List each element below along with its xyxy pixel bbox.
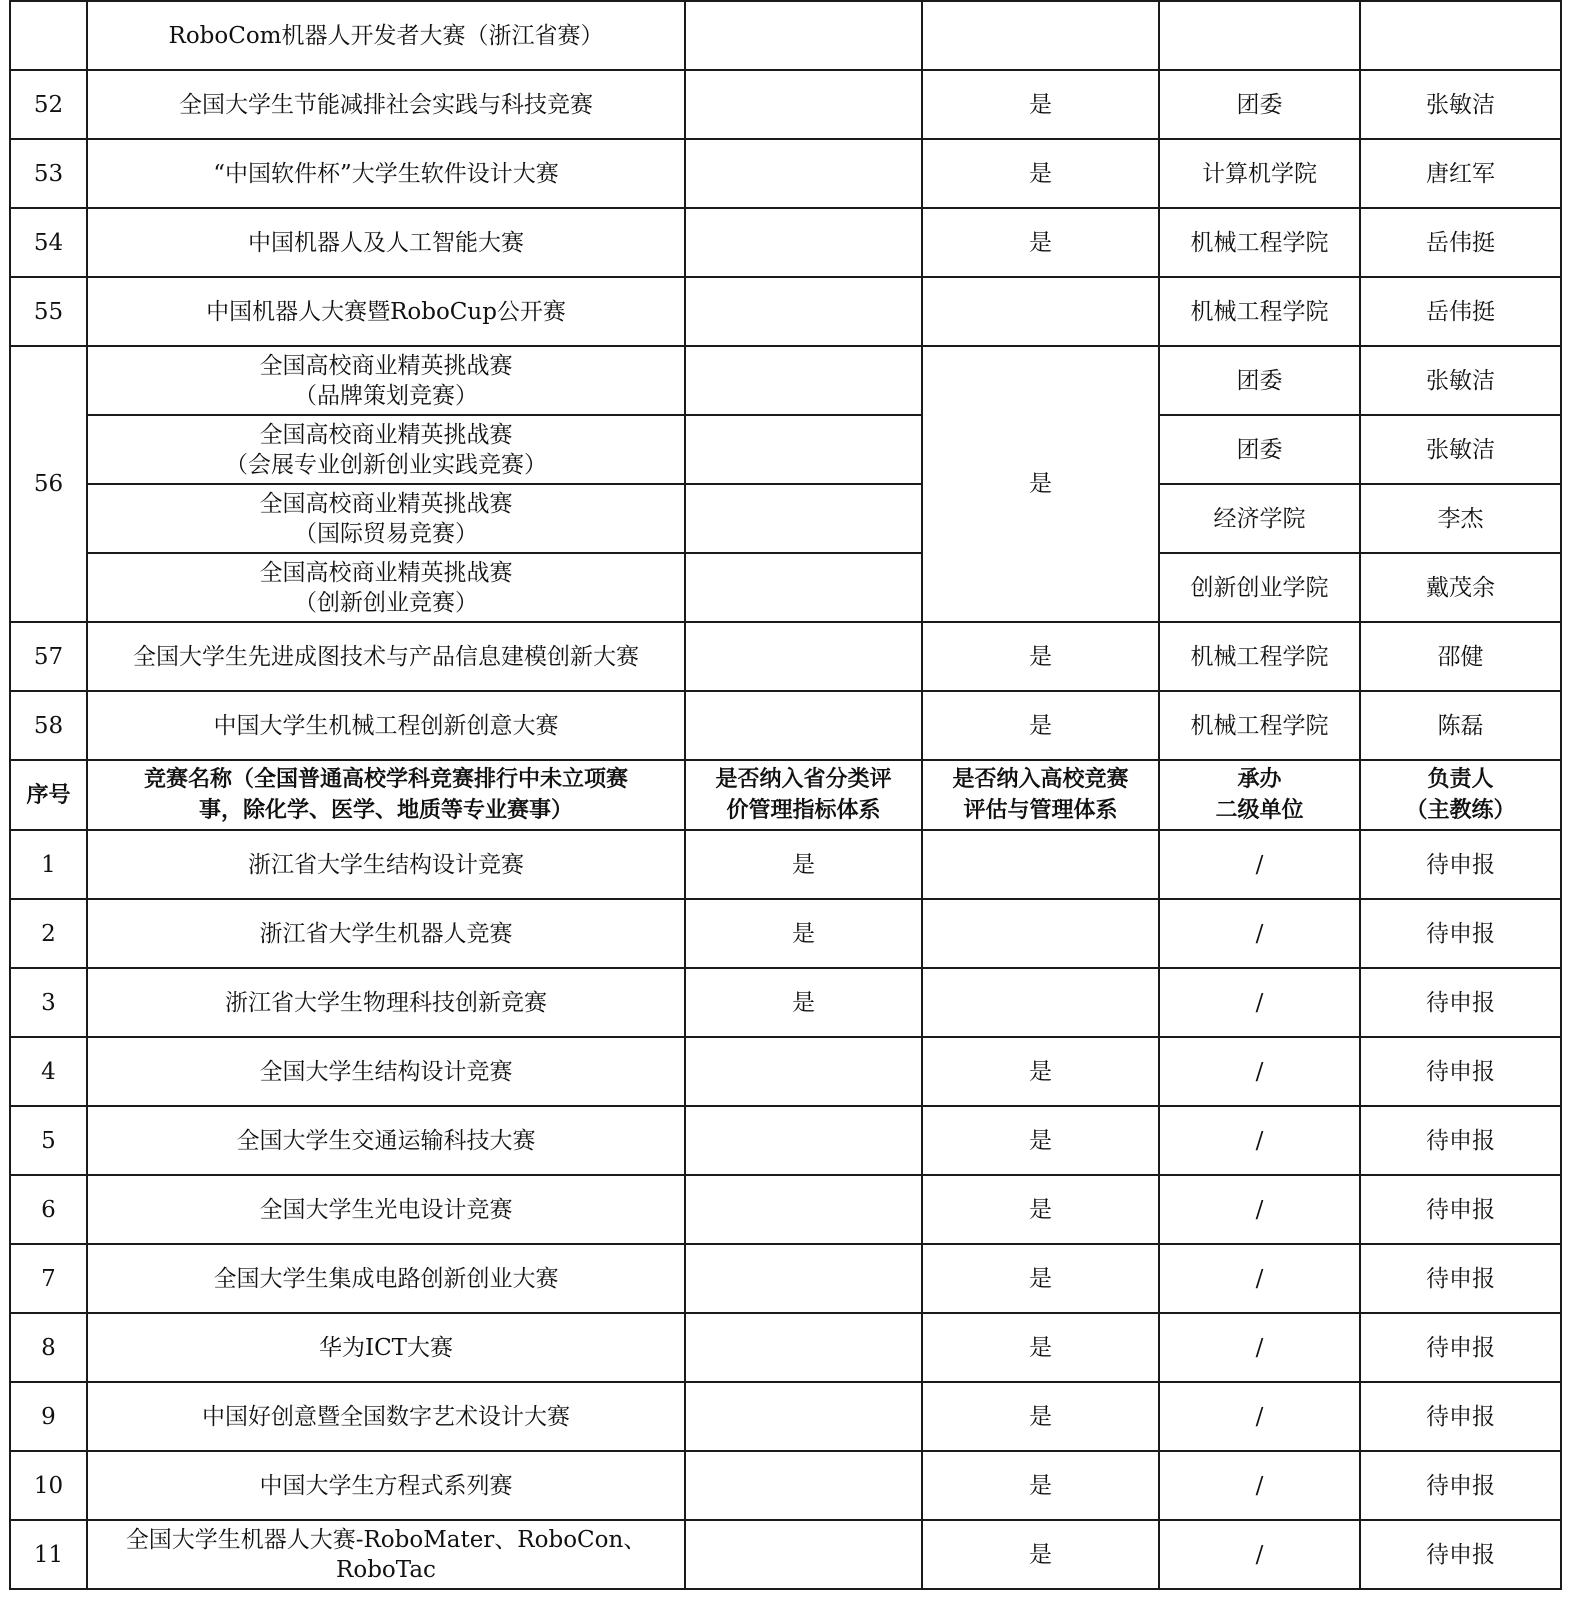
cell-unit: / (1159, 1520, 1360, 1589)
cell-province (685, 1451, 922, 1520)
table-row (10, 208, 1561, 277)
cell-province (685, 1244, 922, 1313)
table-row (10, 139, 1561, 208)
header-name-line2: 事，除化学、医学、地质等专业赛事） (198, 797, 573, 823)
cell-univ: 是 (922, 1175, 1159, 1244)
cell-unit: / (1159, 1106, 1360, 1175)
cell-num: 5 (10, 1106, 87, 1175)
cell-province: 是 (685, 830, 922, 899)
cell-person: 张敏洁 (1360, 70, 1561, 139)
cell-name: 中国大学生机械工程创新创意大赛 (87, 691, 685, 760)
cell-univ: 是 (922, 1106, 1159, 1175)
table-row (10, 484, 1561, 553)
cell-num: 9 (10, 1382, 87, 1451)
cell-name: 浙江省大学生物理科技创新竞赛 (87, 968, 685, 1037)
table-row (10, 553, 1561, 622)
cell-province (685, 208, 922, 277)
cell-person: 待申报 (1360, 1106, 1561, 1175)
header-province-line2: 价管理指标体系 (726, 797, 881, 823)
cell-name (87, 553, 685, 622)
header-name (87, 760, 685, 830)
cell-univ: 是 (922, 1520, 1159, 1589)
cell-name: 浙江省大学生结构设计竞赛 (87, 830, 685, 899)
cell-person: 陈磊 (1360, 691, 1561, 760)
cell-province (685, 1382, 922, 1451)
cell-province (685, 622, 922, 691)
table-row (10, 1175, 1561, 1244)
cell-num: 2 (10, 899, 87, 968)
name-line2: （创新创业竞赛） (294, 589, 478, 616)
table-header-row (10, 760, 1561, 830)
table-row (10, 830, 1561, 899)
cell-person: 张敏洁 (1360, 415, 1561, 484)
table-row (10, 1, 1561, 70)
header-univ-line2: 评估与管理体系 (963, 797, 1118, 823)
cell-province (685, 1520, 922, 1589)
cell-person: 李杰 (1360, 484, 1561, 553)
table-row (10, 691, 1561, 760)
cell-num: 7 (10, 1244, 87, 1313)
cell-person: 戴茂余 (1360, 553, 1561, 622)
cell-num: 55 (10, 277, 87, 346)
cell-person: 唐红军 (1360, 139, 1561, 208)
table-row (10, 1244, 1561, 1313)
cell-name: 全国大学生先进成图技术与产品信息建模创新大赛 (87, 622, 685, 691)
cell-univ: 是 (922, 622, 1159, 691)
cell-name: 全国大学生光电设计竞赛 (87, 1175, 685, 1244)
cell-province (685, 553, 922, 622)
table-row (10, 622, 1561, 691)
cell-num: 11 (10, 1520, 87, 1589)
cell-num: 57 (10, 622, 87, 691)
cell-univ (922, 968, 1159, 1037)
cell-unit: 计算机学院 (1159, 139, 1360, 208)
name-line1: 全国高校商业精英挑战赛 (259, 352, 513, 379)
name-line2: RoboTac (336, 1556, 436, 1583)
cell-univ: 是 (922, 70, 1159, 139)
cell-univ: 是 (922, 208, 1159, 277)
cell-unit: / (1159, 830, 1360, 899)
name-line2: （品牌策划竞赛） (294, 382, 478, 409)
cell-person: 待申报 (1360, 968, 1561, 1037)
cell-unit: 机械工程学院 (1159, 691, 1360, 760)
header-num: 序号 (10, 760, 87, 830)
cell-name: 中国好创意暨全国数字艺术设计大赛 (87, 1382, 685, 1451)
cell-person: 岳伟挺 (1360, 208, 1561, 277)
cell-name: “中国软件杯”大学生软件设计大赛 (87, 139, 685, 208)
cell-person: 张敏洁 (1360, 346, 1561, 415)
header-person-line2: （主教练） (1405, 797, 1516, 823)
table-row (10, 1382, 1561, 1451)
cell-person: 待申报 (1360, 1520, 1561, 1589)
cell-num: 10 (10, 1451, 87, 1520)
header-province-line1: 是否纳入省分类评 (715, 766, 892, 792)
cell-province (685, 691, 922, 760)
cell-univ: 是 (922, 346, 1159, 622)
cell-person: 邵健 (1360, 622, 1561, 691)
cell-unit: / (1159, 1175, 1360, 1244)
cell-person: 待申报 (1360, 1175, 1561, 1244)
header-unit-line1: 承办 (1237, 766, 1282, 792)
cell-person: 岳伟挺 (1360, 277, 1561, 346)
cell-univ: 是 (922, 1037, 1159, 1106)
cell-name (87, 1520, 685, 1589)
cell-unit: / (1159, 968, 1360, 1037)
cell-province (685, 1175, 922, 1244)
cell-province (685, 1037, 922, 1106)
cell-univ: 是 (922, 1451, 1159, 1520)
header-univ (922, 760, 1159, 830)
cell-unit (1159, 1, 1360, 70)
name-line2: （国际贸易竞赛） (294, 520, 478, 547)
cell-unit: 创新创业学院 (1159, 553, 1360, 622)
cell-univ (922, 277, 1159, 346)
cell-num: 6 (10, 1175, 87, 1244)
cell-name (87, 346, 685, 415)
cell-name: 中国大学生方程式系列赛 (87, 1451, 685, 1520)
header-unit (1159, 760, 1360, 830)
cell-unit: 机械工程学院 (1159, 622, 1360, 691)
name-line1: 全国高校商业精英挑战赛 (259, 421, 513, 448)
cell-unit: / (1159, 899, 1360, 968)
cell-province (685, 1106, 922, 1175)
table-row (10, 1037, 1561, 1106)
cell-province (685, 277, 922, 346)
header-province (685, 760, 922, 830)
cell-unit: / (1159, 1244, 1360, 1313)
table-row (10, 899, 1561, 968)
cell-name: 中国机器人大赛暨RoboCup公开赛 (87, 277, 685, 346)
cell-univ: 是 (922, 1244, 1159, 1313)
cell-province: 是 (685, 968, 922, 1037)
cell-num: 4 (10, 1037, 87, 1106)
cell-num: 53 (10, 139, 87, 208)
table-row (10, 415, 1561, 484)
cell-num: 52 (10, 70, 87, 139)
cell-num: 56 (10, 346, 87, 622)
cell-person: 待申报 (1360, 1244, 1561, 1313)
cell-num (10, 1, 87, 70)
cell-name: 全国大学生集成电路创新创业大赛 (87, 1244, 685, 1313)
table-row (10, 1313, 1561, 1382)
cell-unit: 团委 (1159, 346, 1360, 415)
name-line2: （会展专业创新创业实践竞赛） (225, 451, 547, 478)
cell-univ (922, 830, 1159, 899)
cell-unit: / (1159, 1037, 1360, 1106)
cell-unit: 团委 (1159, 70, 1360, 139)
cell-name: 全国大学生节能减排社会实践与科技竞赛 (87, 70, 685, 139)
cell-name: 全国大学生结构设计竞赛 (87, 1037, 685, 1106)
competition-table (9, 0, 1562, 1590)
table-row (10, 1451, 1561, 1520)
cell-person: 待申报 (1360, 1382, 1561, 1451)
cell-univ: 是 (922, 691, 1159, 760)
cell-name: 中国机器人及人工智能大赛 (87, 208, 685, 277)
name-line1: 全国高校商业精英挑战赛 (259, 490, 513, 517)
table-row (10, 346, 1561, 415)
cell-univ: 是 (922, 1313, 1159, 1382)
cell-person (1360, 1, 1561, 70)
table-row (10, 968, 1561, 1037)
cell-unit: / (1159, 1313, 1360, 1382)
cell-unit: 经济学院 (1159, 484, 1360, 553)
cell-province: 是 (685, 899, 922, 968)
cell-univ (922, 899, 1159, 968)
cell-province (685, 484, 922, 553)
header-univ-line1: 是否纳入高校竞赛 (952, 766, 1129, 792)
cell-name: 全国大学生交通运输科技大赛 (87, 1106, 685, 1175)
header-unit-line2: 二级单位 (1215, 797, 1304, 823)
cell-num: 1 (10, 830, 87, 899)
cell-name (87, 415, 685, 484)
cell-province (685, 346, 922, 415)
cell-univ (922, 1, 1159, 70)
cell-unit: 团委 (1159, 415, 1360, 484)
table-row (10, 1106, 1561, 1175)
cell-num: 58 (10, 691, 87, 760)
cell-province (685, 1313, 922, 1382)
cell-person: 待申报 (1360, 1313, 1561, 1382)
table-row (10, 277, 1561, 346)
cell-univ: 是 (922, 1382, 1159, 1451)
cell-name: 华为ICT大赛 (87, 1313, 685, 1382)
cell-unit: 机械工程学院 (1159, 208, 1360, 277)
table-row (10, 70, 1561, 139)
cell-num: 3 (10, 968, 87, 1037)
header-person (1360, 760, 1561, 830)
table-row (10, 1520, 1561, 1589)
name-line1: 全国大学生机器人大赛-RoboMater、RoboCon、 (125, 1526, 647, 1553)
cell-province (685, 415, 922, 484)
cell-univ: 是 (922, 139, 1159, 208)
cell-name: 浙江省大学生机器人竞赛 (87, 899, 685, 968)
cell-unit: / (1159, 1451, 1360, 1520)
cell-person: 待申报 (1360, 1451, 1561, 1520)
cell-unit: / (1159, 1382, 1360, 1451)
cell-num: 8 (10, 1313, 87, 1382)
name-line1: 全国高校商业精英挑战赛 (259, 559, 513, 586)
cell-province (685, 139, 922, 208)
cell-unit: 机械工程学院 (1159, 277, 1360, 346)
cell-num: 54 (10, 208, 87, 277)
cell-person: 待申报 (1360, 1037, 1561, 1106)
cell-province (685, 70, 922, 139)
header-person-line1: 负责人 (1427, 766, 1494, 792)
cell-person: 待申报 (1360, 899, 1561, 968)
header-name-line1: 竞赛名称（全国普通高校学科竞赛排行中未立项赛 (143, 766, 628, 792)
cell-province (685, 1, 922, 70)
cell-name (87, 484, 685, 553)
cell-person: 待申报 (1360, 830, 1561, 899)
cell-name: RoboCom机器人开发者大赛（浙江省赛） (87, 1, 685, 70)
